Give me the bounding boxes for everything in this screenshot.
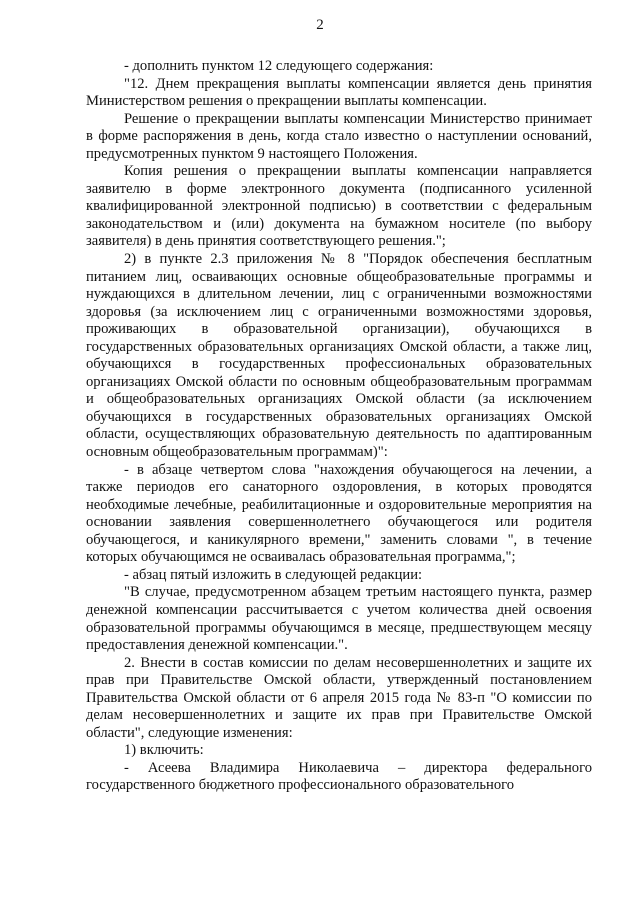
paragraph-item-12-day: "12. Днем прекращения выплаты компенсации является день принятия Министерством решения о прекращении выплаты компенсации. xyxy=(86,75,592,110)
paragraph-fourth-amend: - в абзаце четвертом слова "нахождения обучающегося на лечении, а также периодов его санаторного оздоровления, в которых проводятся необходимые лечебные, реабилитационные и оздоровительные мероприятия на основании заявления совершеннолетнего обучающегося или родителя обучающегося, и каникулярного времени," заменить словами ", в течение которых обучающимся не осваивалась образовательная программа,"; xyxy=(86,461,592,566)
document-body xyxy=(86,58,592,795)
paragraph-item-2-3-amend: 2) в пункте 2.3 приложения № 8 "Порядок обеспечения бесплатным питанием лиц, осваивающих основные общеобразовательные программы и нуждающихся в длительном лечении, лиц с ограниченными возможностями здоровья (за исключением лиц с ограниченными возможностями здоровья, проживающих в образовательной организации), обучающихся в государственных образовательных организациях Омской области, а также лиц, обучающихся в государственных профессиональных образовательных организациях Омской области по основным общеобразовательным программам и общеобразовательных организациях Омской области (за исключением обучающихся в государственных образовательных организациях Омской области, осуществляющих образовательную деятельность по адаптированным основным общеобразовательным программам)": xyxy=(86,251,592,461)
paragraph-commission-amend: 2. Внести в состав комиссии по делам несовершеннолетних и защите их прав при Правительстве Омской области, утвержденный постановлением Правительства Омской области от 6 апреля 2015 года № 83-п "О комиссии по делам несовершеннолетних и защите их прав при Правительстве Омской области", следующие изменения: xyxy=(86,654,592,741)
page-number: 2 xyxy=(316,17,324,33)
paragraph-fifth-new-text: "В случае, предусмотренном абзацем третьим настоящего пункта, размер денежной компенсации рассчитывается с учетом количества дней освоения образовательной программы обучающимся в месяце, предшествующем месяцу предоставления денежной компенсации.". xyxy=(86,584,592,654)
paragraph-item-12-intro: - дополнить пунктом 12 следующего содержания: xyxy=(124,58,434,74)
paragraph-aseev: - Асеева Владимира Николаевича – директора федерального государственного бюджетного профессионального образовательного xyxy=(86,759,592,794)
paragraph-decision-form: Решение о прекращении выплаты компенсации Министерство принимает в форме распоряжения в день, когда стало известно о наступлении оснований, предусмотренных пунктом 9 настоящего Положения. xyxy=(86,110,592,162)
paragraph-fifth-intro: - абзац пятый изложить в следующей редакции: xyxy=(124,566,423,583)
paragraph-decision-copy: Копия решения о прекращении выплаты компенсации направляется заявителю в форме электронного документа (подписанного усиленной квалифицированной электронной подписью) в соответствии с федеральным законодательством и (или) документа на бумажном носителе (по выбору заявителя) в день принятия соответствующего решения."; xyxy=(86,163,592,250)
paragraph-include: 1) включить: xyxy=(124,742,204,759)
